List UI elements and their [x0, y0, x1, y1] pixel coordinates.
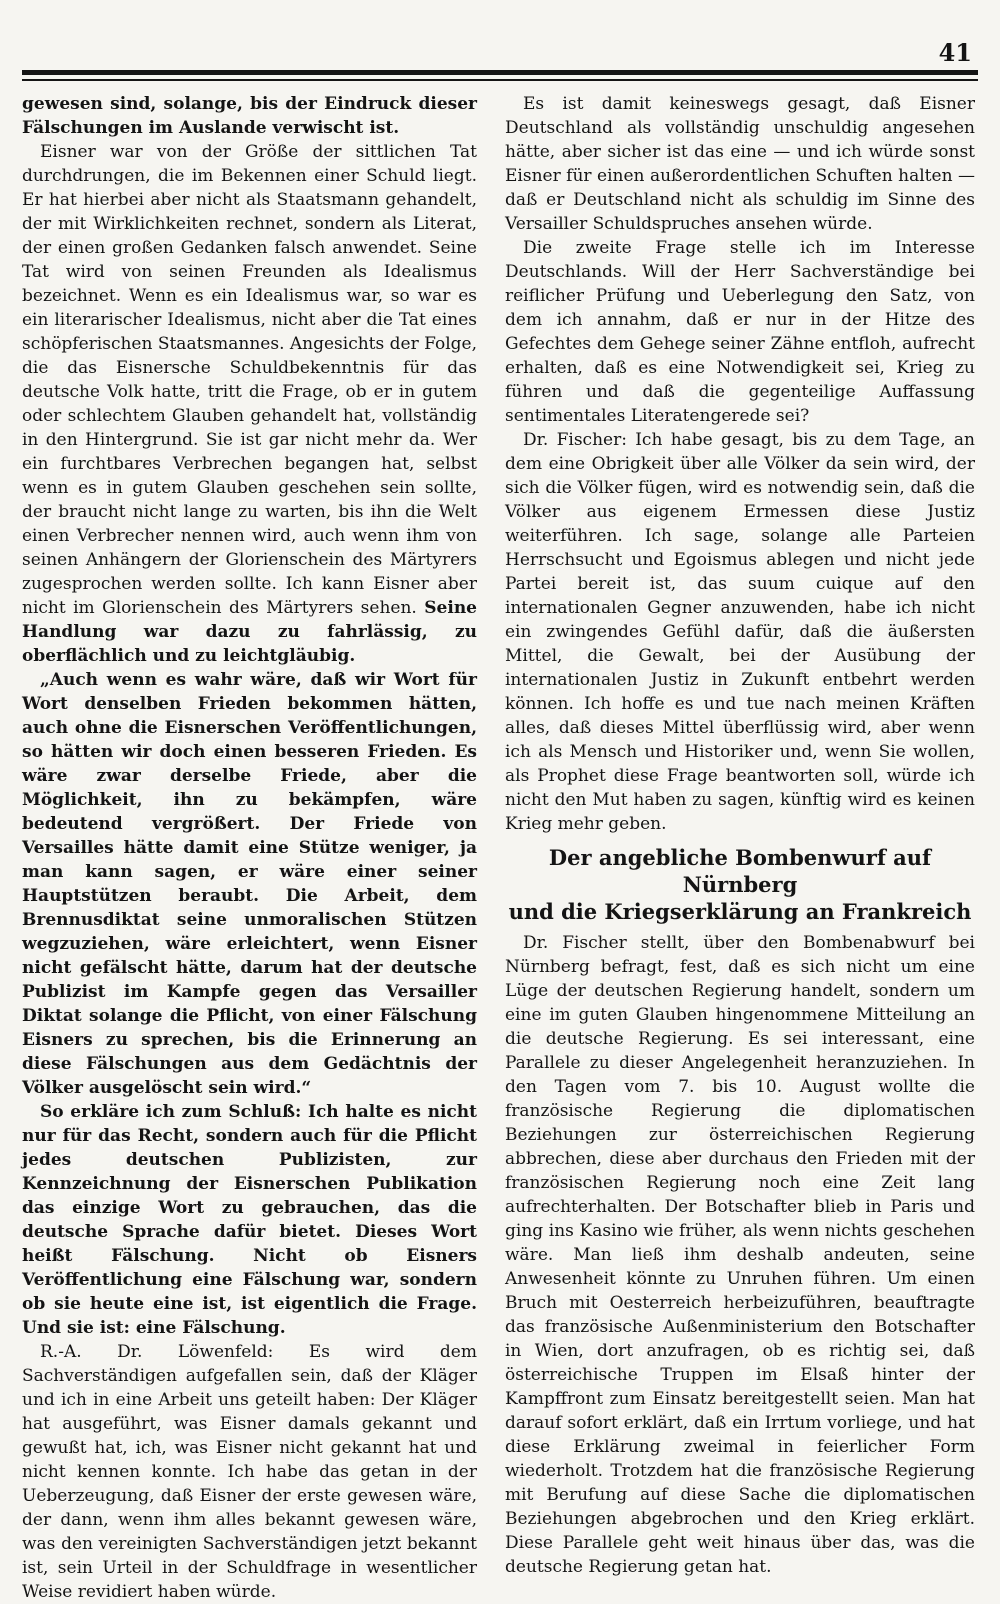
left-column — [22, 92, 477, 1602]
paragraph-second-question: Die zweite Frage stelle ich im Interesse Deutschlands. Will der Herr Sachverständige bei reiflicher Prüfung und Ueberlegung den Satz, von dem ich annahm, daß er nur in der Hitze des Gefechtes dem Gehege seiner Zähne entfloh, aufrecht erhalten, daß es eine Notwendigkeit sei, Krieg zu führen und daß die gegenteilige Auffassung sentimentales Literatengerede sei? — [505, 238, 975, 426]
paragraph-eisner-bold: Seine Handlung war dazu zu fahrlässig, zu oberflächlich und zu leichtgläubig. — [22, 598, 477, 666]
paragraph-bombenwurf: Dr. Fischer stellt, über den Bombenabwurf bei Nürnberg befragt, fest, daß es sich nicht um eine Lüge der deutschen Regierung handelt, sondern um eine im guten Glauben hingenommene Mitteilung an die deutsche Regierung. Es sei interessant, eine Parallele zu dieser Angelegenheit heranzuziehen. In den Tagen vom 7. bis 10. August wollte die französische Regierung die diplomatischen Beziehungen zur österreichischen Regierung abbrechen, diese aber durchaus den Frieden mit der französischen Regierung noch eine Zeit lang aufrechterhalten. Der Botschafter blieb in Paris und ging ins Kasino wie früher, als wenn nichts geschehen wäre. Man ließ ihm deshalb andeuten, seine Anwesenheit könnte zu Unruhen führen. Um einen Bruch mit Oesterreich herbeizuführen, beauftragte das französische Außenministerium den Botschafter in Wien, dort anzufragen, ob es richtig sei, daß österreichische Truppen im Elsaß hinter der Kampffront zum Einsatz bereitgestellt seien. Man hat darauf sofort erklärt, daß ein Irrtum vorliege, und hat diese Erklärung zweimal in feierlicher Form wiederholt. Trotzdem hat die französische Regierung mit Berufung auf diese Sache die diplomatischen Beziehungen abgebrochen und den Krieg erklärt. Diese Parallele geht weit hinaus über das, was die deutsche Regierung getan hat. — [505, 933, 975, 1577]
paragraph-eisner — [22, 140, 477, 668]
header-rule-thin — [22, 79, 978, 81]
section-heading-line2: und die Kriegserklärung an Frankreich — [508, 899, 972, 924]
paragraph-eisner-text: Eisner war von der Größe der sittlichen Tat durchdrungen, die im Bekennen einer Schuld liegt. Er hat hierbei aber nicht als Staatsmann gehandelt, der mit Wirklichkeiten rechnet, sondern als Literat, der einen großen Gedanken falsch anwendet. Seine Tat wird von seinen Freunden als Idealismus bezeichnet. Wenn es ein Idealismus war, so war es ein literarischer Idealismus, nicht aber die Tat eines schöpferischen Staatsmannes. Angesichts der Folge, die das Eisnersche Schuldbekenntnis für das deutsche Volk hatte, tritt die Frage, ob er in gutem oder schlechtem Glauben gehandelt hat, vollständig in den Hintergrund. Sie ist gar nicht mehr da. Wer ein furchtbares Verbrechen begangen hat, selbst wenn es in gutem Glauben geschehen sein sollte, der braucht nicht lange zu warten, bis ihn die Welt einen Verbrecher nennen wird, auch wenn ihm von seinen Anhängern der Glorienschein des Märtyrers zugesprochen werden sollte. Ich kann Eisner aber nicht im Glorienschein des Märtyrers sehen. — [22, 142, 477, 618]
loewenfeld-paragraph: R.-A. Dr. Löwenfeld: Es wird dem Sachverständigen aufgefallen sein, daß der Kläger und ich in eine Arbeit uns geteilt haben: Der Kläger hat ausgeführt, was Eisner damals gekannt und gewußt hat, ich, was Eisner nicht gekannt hat und nicht kennen konnte. Ich habe das getan in der Ueberzeugung, daß Eisner der erste gewesen wäre, der dann, wenn ihm alles bekannt gewesen wäre, was den vereinigten Sachverständigen jetzt bekannt ist, sein Urteil in der Schuldfrage in wesentlicher Weise revidiert haben würde. — [22, 1342, 477, 1602]
section-heading — [505, 844, 975, 925]
header-rule-thick — [22, 70, 978, 75]
conclusion-paragraph: So erkläre ich zum Schluß: Ich halte es nicht nur für das Recht, sondern auch für die Pflicht jedes deutschen Publizisten, zur Kennzeichnung der Eisnerschen Publikation das einzige Wort zu gebrauchen, das die deutsche Sprache dafür bietet. Dieses Wort heißt Fälschung. Nicht ob Eisners Veröffentlichung eine Fälschung war, sondern ob sie heute eine ist, ist eigentlich die Frage. Und sie ist: eine Fälschung. — [22, 1102, 477, 1338]
page-number: 41 — [938, 38, 972, 67]
quote-paragraph: „Auch wenn es wahr wäre, daß wir Wort für Wort denselben Frieden bekommen hätten, auch ohne die Eisnerschen Veröffentlichungen, so hätten wir doch einen besseren Frieden. Es wäre zwar derselbe Friede, aber die Möglichkeit, ihn zu bekämpfen, wäre bedeutend vergrößert. Der Friede von Versailles hätte damit eine Stütze weniger, ja man kann sagen, er wäre einer seiner Hauptstützen beraubt. Die Arbeit, dem Brennusdiktat seine unmoralischen Stützen wegzuziehen, wäre erleichtert, wenn Eisner nicht gefälscht hätte, darum hat der deutsche Publizist im Kampfe gegen das Versailler Diktat solange die Pflicht, von einer Fälschung Eisners zu sprechen, bis die Erinnerung an diese Fälschungen aus dem Gedächtnis der Völker ausgelöscht sein wird.“ — [22, 670, 477, 1098]
paragraph-fischer-reply: Dr. Fischer: Ich habe gesagt, bis zu dem Tage, an dem eine Obrigkeit über alle Völker da sein wird, der sich die Völker fügen, wird es notwendig sein, daß die Völker aus eigenem Ermessen diese Justiz weiterführen. Ich sage, solange alle Parteien Herrschsucht und Egoismus ablegen und nicht jede Partei bereit ist, das suum cuique auf den internationalen Gegner anzuwenden, habe ich nicht ein zwingendes Gefühl dafür, daß die äußersten Mittel, die Gewalt, bei der Ausübung der internationalen Justiz in Zukunft entbehrt werden können. Ich hoffe es und tue nach meinen Kräften alles, daß dieses Mittel überflüssig wird, aber wenn ich als Mensch und Historiker und, wenn Sie wollen, als Prophet diese Frage beantworten soll, würde ich nicht den Mut haben zu sagen, künftig wird es keinen Krieg mehr geben. — [505, 430, 975, 834]
paragraph-innocence: Es ist damit keineswegs gesagt, daß Eisner Deutschland als vollständig unschuldig angesehen hätte, aber sicher ist das eine — und ich würde sonst Eisner für einen außerordentlichen Schuften halten — daß er Deutschland nicht als schuldig im Sinne des Versailler Schuldspruches ansehen würde. — [505, 94, 975, 234]
section-heading-line1: Der angebliche Bombenwurf auf Nürnberg — [548, 845, 932, 897]
right-column — [505, 92, 975, 1577]
paragraph-continuation: gewesen sind, solange, bis der Eindruck dieser Fälschungen im Auslande verwischt ist. — [22, 94, 477, 138]
